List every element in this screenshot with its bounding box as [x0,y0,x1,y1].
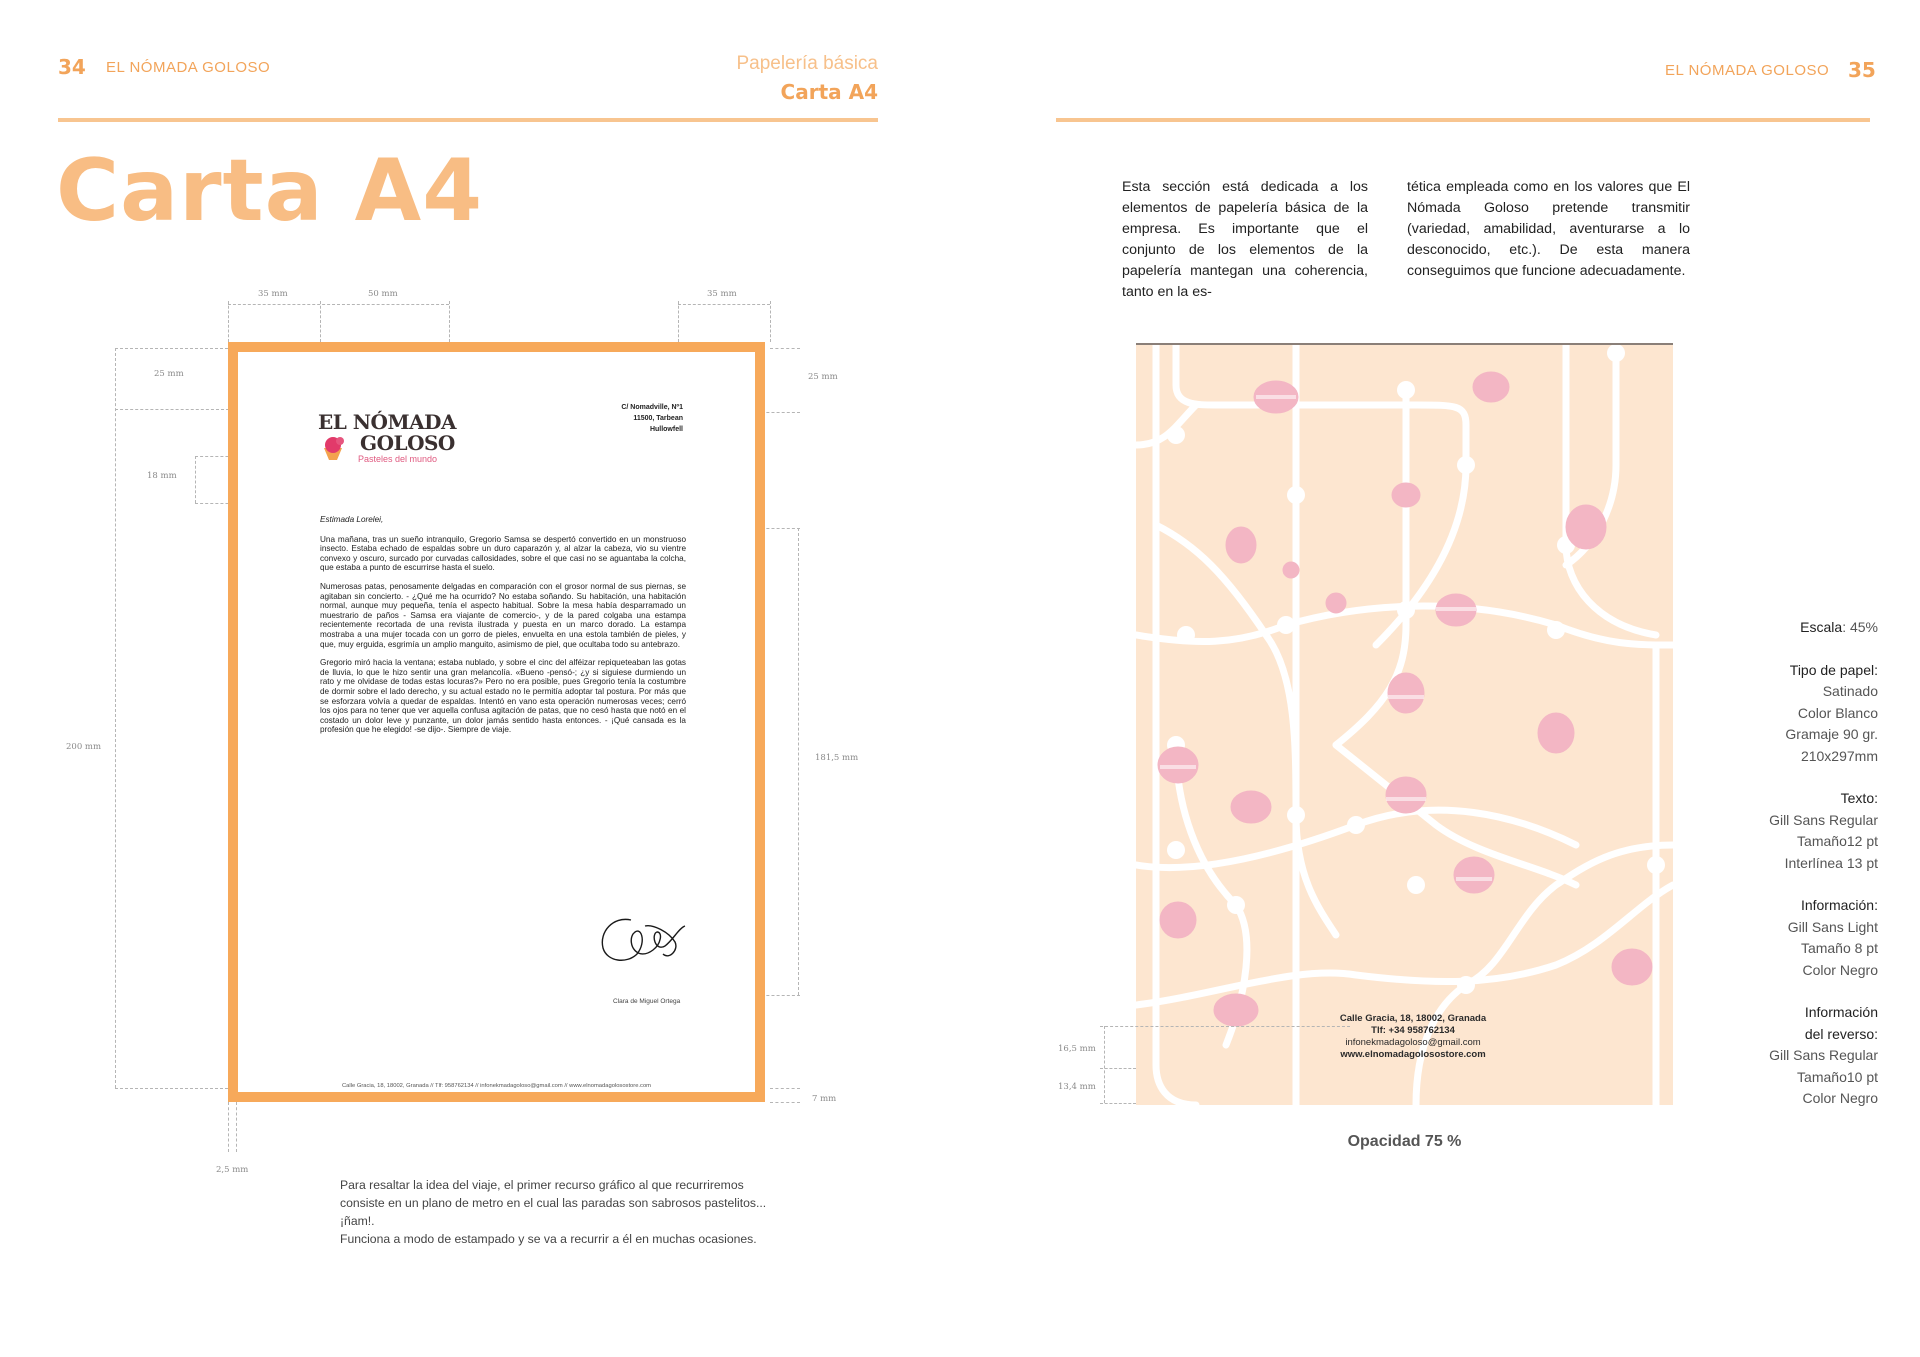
dim-left-full: 200 mm [66,742,102,752]
dim-bottom: 2,5 mm [216,1165,249,1175]
dim-reverse-bottom: 13,4 mm [1058,1082,1096,1092]
header-rule-right [1056,118,1870,122]
opacity-label: Opacidad 75 % [1347,1133,1462,1150]
spec-text-item: Interlínea 13 pt [1784,854,1878,871]
spec-text-item: Gill Sans Regular [1769,811,1878,828]
reverse-contact [1338,1013,1488,1061]
reverse-phone: Tlf: +34 958762134 [1371,1025,1455,1036]
intro-column-2: tética empleada como en los valores que El Nómada Goloso pretende transmitir (variedad, amabilidad, aventurarse a lo desconocido, etc.). De esta manera conseguimos que funcione adecuadamente. [1407,179,1690,279]
reverse-sheet [1136,343,1673,1105]
logo-tagline: Pasteles del mundo [358,454,438,464]
section-label: Papelería básica [736,53,878,74]
letter-paragraph: Numerosas patas, penosamente delgadas en comparación con el grosor normal de sus piernas, se agitaban sin concierto. - ¿Qué me ha ocurrido? No estaba soñando. Su habitación, una habitación normal, aunque muy pequeña, tenía el aspecto habitual. Sobre la mesa había desparramado un muestrario de paños - Samsa era viajante de comercio-, y de la pared colgaba una estampa recientemente recortada de una revista ilustrada y puesta en un marco dorado. La estampa mostraba a una mujer tocada con un gorro de pieles, envuelta en una estola también de pieles, y que, muy erguida, esgrimía un amplio manguito, asimismo de piel, que ocultaba todo su antebrazo. [320,581,686,649]
reverse-address: Calle Gracia, 18, 18002, Granada [1339,1013,1487,1024]
reverse-web: www.elnomadagolosostore.com [1340,1049,1486,1060]
spec-reverse-label: Información [1804,1004,1878,1020]
reverse-guide-bottom [1100,1103,1136,1104]
signer-name: Clara de Miguel Ortega [613,998,681,1005]
spec-text-label: Texto: [1840,790,1878,806]
logo-icon [320,434,354,467]
letter-body [320,515,686,744]
spec-reverse-item: Tamaño10 pt [1797,1068,1878,1085]
signature [593,902,693,987]
spec-reverse-item: Gill Sans Regular [1769,1047,1878,1063]
address-line3: Hullowfell [649,426,683,433]
spec-scale-value: : 45% [1842,619,1878,635]
reverse-email: infonekmadagoloso@gmail.com [1345,1037,1481,1048]
spec-scale-label: Escala [1800,619,1843,635]
spec-info-item: Tamaño 8 pt [1800,940,1878,956]
spec-reverse [1769,1002,1878,1110]
spec-paper-label: Tipo de papel: [1789,661,1878,678]
letter-salutation: Estimada Lorelei, [320,515,384,524]
spec-paper-item: Color Blanco [1797,704,1878,721]
page-number-left: 34 [58,55,86,79]
reverse-guide-vertical [1104,1026,1105,1103]
spec-reverse-item: Color Negro [1802,1090,1878,1106]
running-head-right: EL NÓMADA GOLOSO [1665,62,1830,79]
metro-pattern [1136,345,1673,1105]
spec-reverse-label: del reverso: [1804,1025,1878,1042]
spec-info-item: Gill Sans Light [1787,918,1878,935]
letter-sheet [228,342,765,1102]
page-number-right: 35 [1848,58,1876,82]
spec-paper [1769,660,1878,768]
spec-scale [1769,617,1878,639]
spec-text [1769,788,1878,874]
spec-paper-item: Satinado [1822,683,1878,699]
dim-left-top: 25 mm [154,369,184,379]
header-rule-left [58,118,878,122]
spec-info [1769,895,1878,981]
logo-line2: GOLOSO [360,431,455,455]
intro-column-1: Esta sección está dedicada a los elementos de papelería básica de la empresa. Es importante que el conjunto de los elementos de la papelería mantegan una coherencia, tanto en la es- [1122,179,1368,300]
spec-text-item: Tamaño12 pt [1797,833,1878,849]
section-title: Carta A4 [780,80,878,104]
running-head-left: EL NÓMADA GOLOSO [106,59,271,76]
address-line2: 11500, Tarbean [633,415,683,422]
page-title: Carta A4 [56,141,484,241]
spec-panel [1769,617,1878,1131]
letter-footer: Calle Gracia, 18, 18002, Granada // Tlf: 958762134 // infonekmadagoloso@gmail.com // www.elnomadagolosostore.com [342,1083,651,1089]
caption-line2: Funciona a modo de estampado y se va a recurrir a él en muchas ocasiones. [340,1232,757,1246]
spec-info-label: Información: [1800,897,1878,913]
dim-top-left: 35 mm [258,289,288,299]
sender-address [621,402,683,435]
dim-left-logo: 18 mm [147,471,177,481]
reverse-guide-mid [1100,1068,1136,1069]
caption [340,1176,776,1248]
address-line1: C/ Nomadville, Nº1 [621,404,683,411]
caption-line1: Para resaltar la idea del viaje, el primer recurso gráfico al que recurriremos consiste en un plano de metro en el cual las paradas son sabrosos pastelitos... ¡ñam!. [340,1178,767,1228]
dim-right-top: 25 mm [808,372,838,382]
spec-paper-item: 210x297mm [1800,747,1878,764]
dim-top-right: 35 mm [707,289,737,299]
spec-paper-item: Gramaje 90 gr. [1785,726,1878,742]
spec-info-item: Color Negro [1802,961,1878,978]
dim-right-body: 181,5 mm [815,753,859,763]
letter-paragraph: Una mañana, tras un sueño intranquilo, Gregorio Samsa se despertó convertido en un monstruoso insecto. Estaba echado de espaldas sobre un duro caparazón y, al alzar la cabeza, vio su vientre convexo y oscuro, surcado por curvadas callosidades, sobre el que casi no se aguantaba la colcha, que estaba a punto de escurrirse hasta el suelo. [320,534,686,573]
dim-top-mid: 50 mm [368,289,398,299]
logo [318,412,468,464]
dim-right-bottom: 7 mm [812,1094,837,1104]
logo-line1: EL NÓMADA [318,410,456,434]
reverse-guide-top [1100,1026,1350,1027]
letter-paragraph: Gregorio miró hacia la ventana; estaba nublado, y sobre el cinc del alféizar repiqueteaban las gotas de lluvia, lo que le hizo sentir una gran melancolía. «Bueno -pensó-; ¿y si siguiese durmiendo un rato y me olvidase de todas estas locuras?» Pero no era posible, pues Gregorio tenía la costumbre de dormir sobre el lado derecho, y su actual estado no le permitía adoptar tal postura. Por más que se esforzara volvía a quedar de espaldas. Intentó en vano esta operación numerosas veces; cerró los ojos para no tener que ver aquella confusa agitación de patas, que no cesó hasta que notó en el costado un dolor leve y punzante, un dolor jamás sentido hasta entonces. - ¡Qué cansada es la profesión que he elegido! -se dijo-. Siempre de viaje. [320,658,686,735]
dim-reverse-top: 16,5 mm [1058,1044,1096,1054]
